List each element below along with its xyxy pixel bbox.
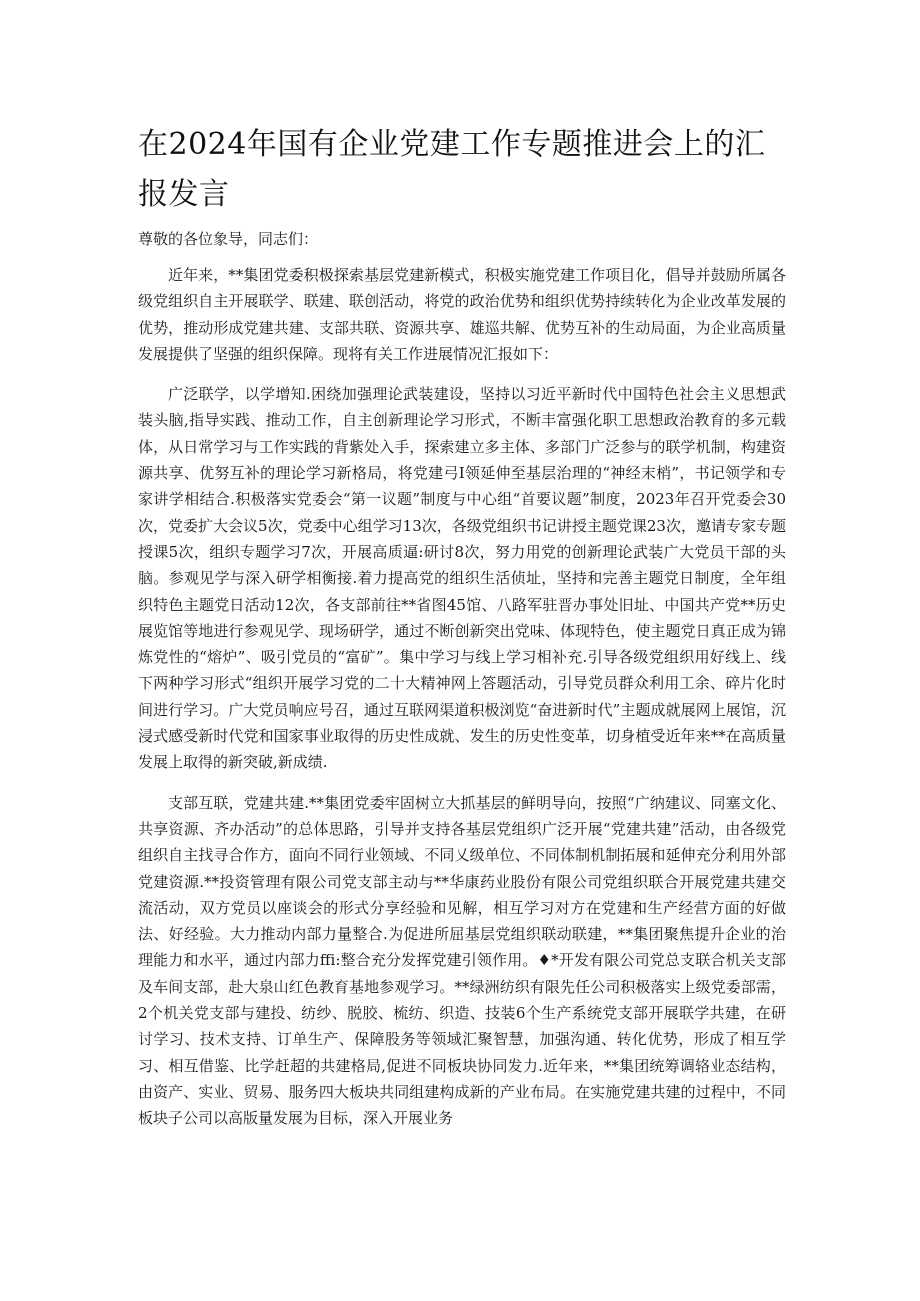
document-body — [138, 226, 786, 1146]
paragraph-branch-cooperation: 支部互联，党建共建.**集团党委牢固树立大抓基层的鲜明导向，按照“广纳建议、同塞文化、共享资源、齐办活动”的总体思路，引导并支持各基层党组织广泛开展“党建共建”活动，由各级党组织自主找寻合作方，面向不同行业领域、不同乂级单位、不同体制机制拓展和延伸充分利用外部党建资源.**投资管理有限公司党支部主动与**华康药业股份有限公司党组织联合开展党建共建交流活动，双方党员以座谈会的形式分享经验和见解，相互学习对方在党建和生产经营方面的好做法、好经验。大力推动内部力量整合.为促进所屈基层党组织联动联建，**集团聚焦提升企业的治理能力和水平，通过内部力ffi:整合充分发挥党建引领作用。♦*开发有限公司党总支联合机关支部及车间支部，赴大泉山红色教育基地参观学习。**绿洲纺织有限先任公司积极落实上级党委部需，2个机关党支部与建投、纺纱、脱胶、梳纺、织造、技装6个生产系统党支部开展联学共建，在研讨学习、技术支持、订单生产、保障股务等领域汇聚智慧，加强沟通、转化优势，形成了相互学习、相互借鉴、比学赶超的共建格局,促进不同板块协同发力.近年来，**集团统筹调辂业态结构，由资产、实业、贸易、服务四大板块共同组建构成新的产业布局。在实施党建共建的过程中，不同板块子公司以高版量发展为目标，深入开展业务 — [138, 793, 786, 1128]
salutation: 尊敬的各位象导，同志们： — [138, 230, 319, 248]
paragraph-joint-learning: 广泛联学，以学增知.困绕加强理论武装建设，坚持以习近平新时代中国特色社会主义思想武装头脑,指导实践、推动工作，自主创新理论学习形式，不断丰富强化职工思想政治教育的多元载体，从日常学习与工作实践的背紫处入手，探索建立多主体、多部门广泛参与的联学机制，构建资源共享、优努互补的理论学习新格局，将党建弓I领延伸至基层治理的“神经末梢”，书记领学和专家讲学相结合.积极落实党委会“第一议题”制度与中心组“首要议题”制度，2023年召开党委会30次，党委扩大会议5次，党委中心组学习13次，各级党组织书记讲授主题党课23次，邀请专家专题授课5次，组织专题学习7次，开展高质逼:研讨8次，努力用党的创新理论武装广大党员干部的头脑。参观见学与深入研学相衡接.着力提高党的组织生活侦址，坚持和完善主题党日制度，全年组织特色主题党日活动12次，各支部前往**省图45馆、八路军驻晋办事处旧址、中国共产党**历史展览馆等地进行参观见学、现场研学，通过不断创新突出党味、体现特色，使主题党日真正成为锦炼党性的“熔炉”、吸引党员的“富矿”。集中学习与线上学习相补充.引导各级党组织用好线上、线下两种学习形式“组织开展学习党的二十大精神网上答题活动，引导党员群众利用工余、碎片化时间进行学习。广大党员响应号召，通过互联网渠道积极浏览“奋进新时代”主题成就展网上展馆，沉浸式感受新时代党和国家事业取得的历史性成就、发生的历史性变革，切身植受近年来**在高质量发展上取得的新突破,新成绩. — [138, 385, 786, 772]
document-title: 在2024年国有企业党建工作专题推进会上的汇报发言 — [138, 127, 766, 212]
paragraph-intro: 近年来，**集团党委积极探索基层党建新模式，积极实施党建工作项目化，倡导并鼓励所属各级党组织自主开展联学、联建、联创活动，将党的政治优势和组织优势持续转化为企业改革发展的优势，推动形成党建共建、支部共联、资源共享、雄巡共解、优势互补的生动局面，为企业高质量发展提供了坚强的组织保障。现将有关工作进展情况汇报如下： — [138, 266, 786, 363]
